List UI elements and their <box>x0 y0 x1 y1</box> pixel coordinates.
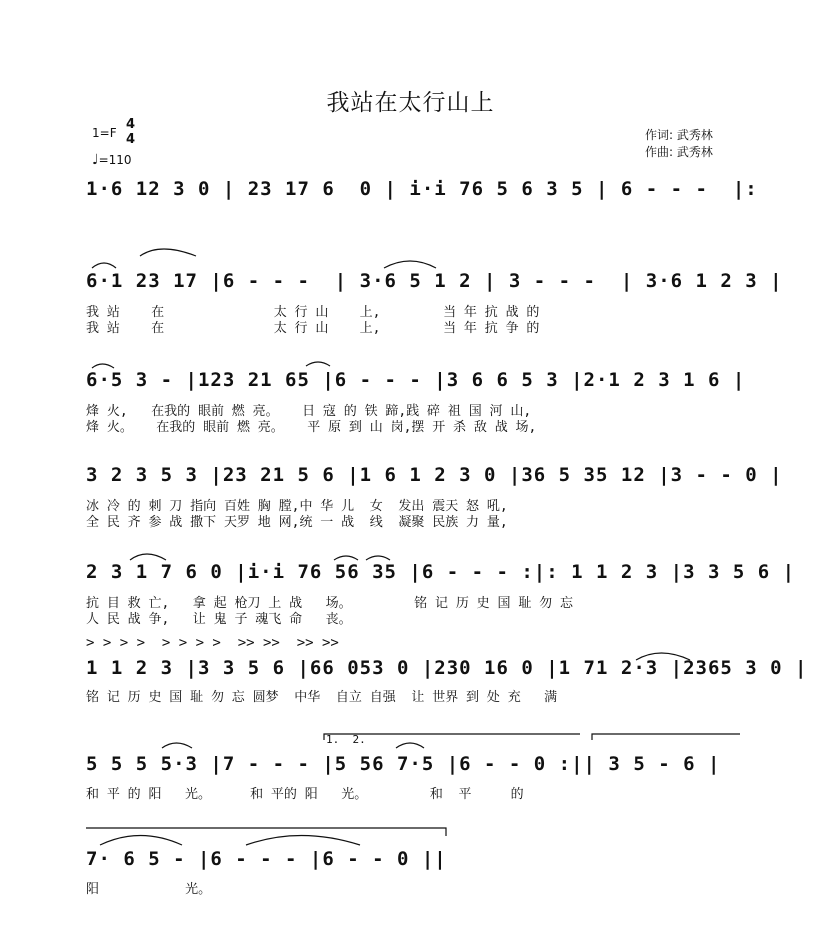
lyrics-row-6-verse-1: 铭 记 历 史 国 耻 勿 忘 圆梦 中华 自立 自强 让 世界 到 处 充 满 <box>86 690 558 705</box>
slur-12 <box>100 836 182 846</box>
slur-8 <box>366 556 390 560</box>
lyrics-row-3-verse-1: 烽 火, 在我的 眼前 燃 亮。 日 寇 的 铁 蹄,践 碎 祖 国 河 山, <box>86 404 532 419</box>
slur-13 <box>246 836 360 846</box>
notes-row-8: 7· 6 5 - |6 - - - |6 - - 0 || <box>86 848 447 870</box>
lyrics-row-2-verse-2: 我 站 在 太 行 山 上, 当 年 抗 争 的 <box>86 321 540 336</box>
slur-4 <box>92 364 114 368</box>
slur-5 <box>306 362 330 366</box>
slur-3 <box>384 261 436 268</box>
composer-credit: 作曲: 武秀林 <box>645 145 713 159</box>
volta-2-line <box>592 734 740 740</box>
lyrics-row-3-verse-2: 烽 火。 在我的 眼前 燃 亮。 平 原 到 山 岗,摆 开 杀 敌 战 场, <box>86 420 537 435</box>
slur-1 <box>92 263 116 268</box>
lyrics-row-5-verse-1: 抗 目 救 亡, 拿 起 枪刀 上 战 场。 铭 记 历 史 国 耻 勿 忘 <box>86 596 573 611</box>
lyrics-row-4-verse-1: 冰 冷 的 刺 刀 指向 百姓 胸 膛,中 华 儿 女 发出 震天 怒 吼, <box>86 499 508 514</box>
lyrics-row-4-verse-2: 全 民 齐 参 战 撒下 天罗 地 网,统 一 战 线 凝聚 民族 力 量, <box>86 515 508 530</box>
lyrics-row-7-verse-1: 和 平 的 阳 光。 和 平的 阳 光。 和 平 的 <box>86 787 524 802</box>
slur-7 <box>334 556 358 560</box>
lyrics-row-8-verse-1: 阳 光。 <box>86 882 212 897</box>
quarter-note-icon: ♩ <box>92 152 99 168</box>
slur-2 <box>140 249 196 256</box>
notes-row-7: 5 5 5 5·3 |7 - - - |5 56 7·5 |6 - - 0 :|| 3 5 - 6 | <box>86 753 721 775</box>
volta-1-line <box>324 734 580 740</box>
lyrics-row-2-verse-1: 我 站 在 太 行 山 上, 当 年 抗 战 的 <box>86 305 540 320</box>
slur-11 <box>636 653 690 660</box>
key-signature: 1=F <box>92 126 117 140</box>
slur-9 <box>162 743 192 748</box>
time-signature-bottom: 4 <box>126 132 136 147</box>
notes-row-1: 1·6 12 3 0 | 23 17 6 0 | i·i 76 5 6 3 5 | 6 - - - |: <box>86 178 758 200</box>
notes-row-5: 2 3 1 7 6 0 |i·i 76 56 35 |6 - - - :|: 1 1 2 3 |3 3 5 6 | <box>86 561 796 583</box>
time-signature-top: 4 <box>126 117 136 132</box>
volta-marks-row-7: 1. 2. <box>326 733 366 746</box>
lyricist-credit: 作词: 武秀林 <box>645 128 713 142</box>
lyrics-row-5-verse-2: 人 民 战 争, 让 鬼 子 魂飞 命 丧。 <box>86 612 352 627</box>
tempo-value: =110 <box>98 153 132 167</box>
accent-marks-row-6: > > > > > > > > >> >> >> >> <box>86 635 339 651</box>
notes-row-3: 6·5 3 - |123 21 65 |6 - - - |3 6 6 5 3 |2·1 2 3 1 6 | <box>86 369 746 391</box>
notes-row-2: 6·1 23 17 |6 - - - | 3·6 5 1 2 | 3 - - - | 3·6 1 2 3 | <box>86 270 783 292</box>
notes-row-4: 3 2 3 5 3 |23 21 5 6 |1 6 1 2 3 0 |36 5 35 12 |3 - - 0 | <box>86 464 783 486</box>
slur-6 <box>130 554 166 560</box>
notes-row-6: 1 1 2 3 |3 3 5 6 |66 053 0 |230 16 0 |1 71 2·3 |2365 3 0 | <box>86 657 808 679</box>
song-title: 我站在太行山上 <box>326 90 495 116</box>
slur-10 <box>396 743 424 748</box>
volta-continuation-line <box>86 828 446 836</box>
